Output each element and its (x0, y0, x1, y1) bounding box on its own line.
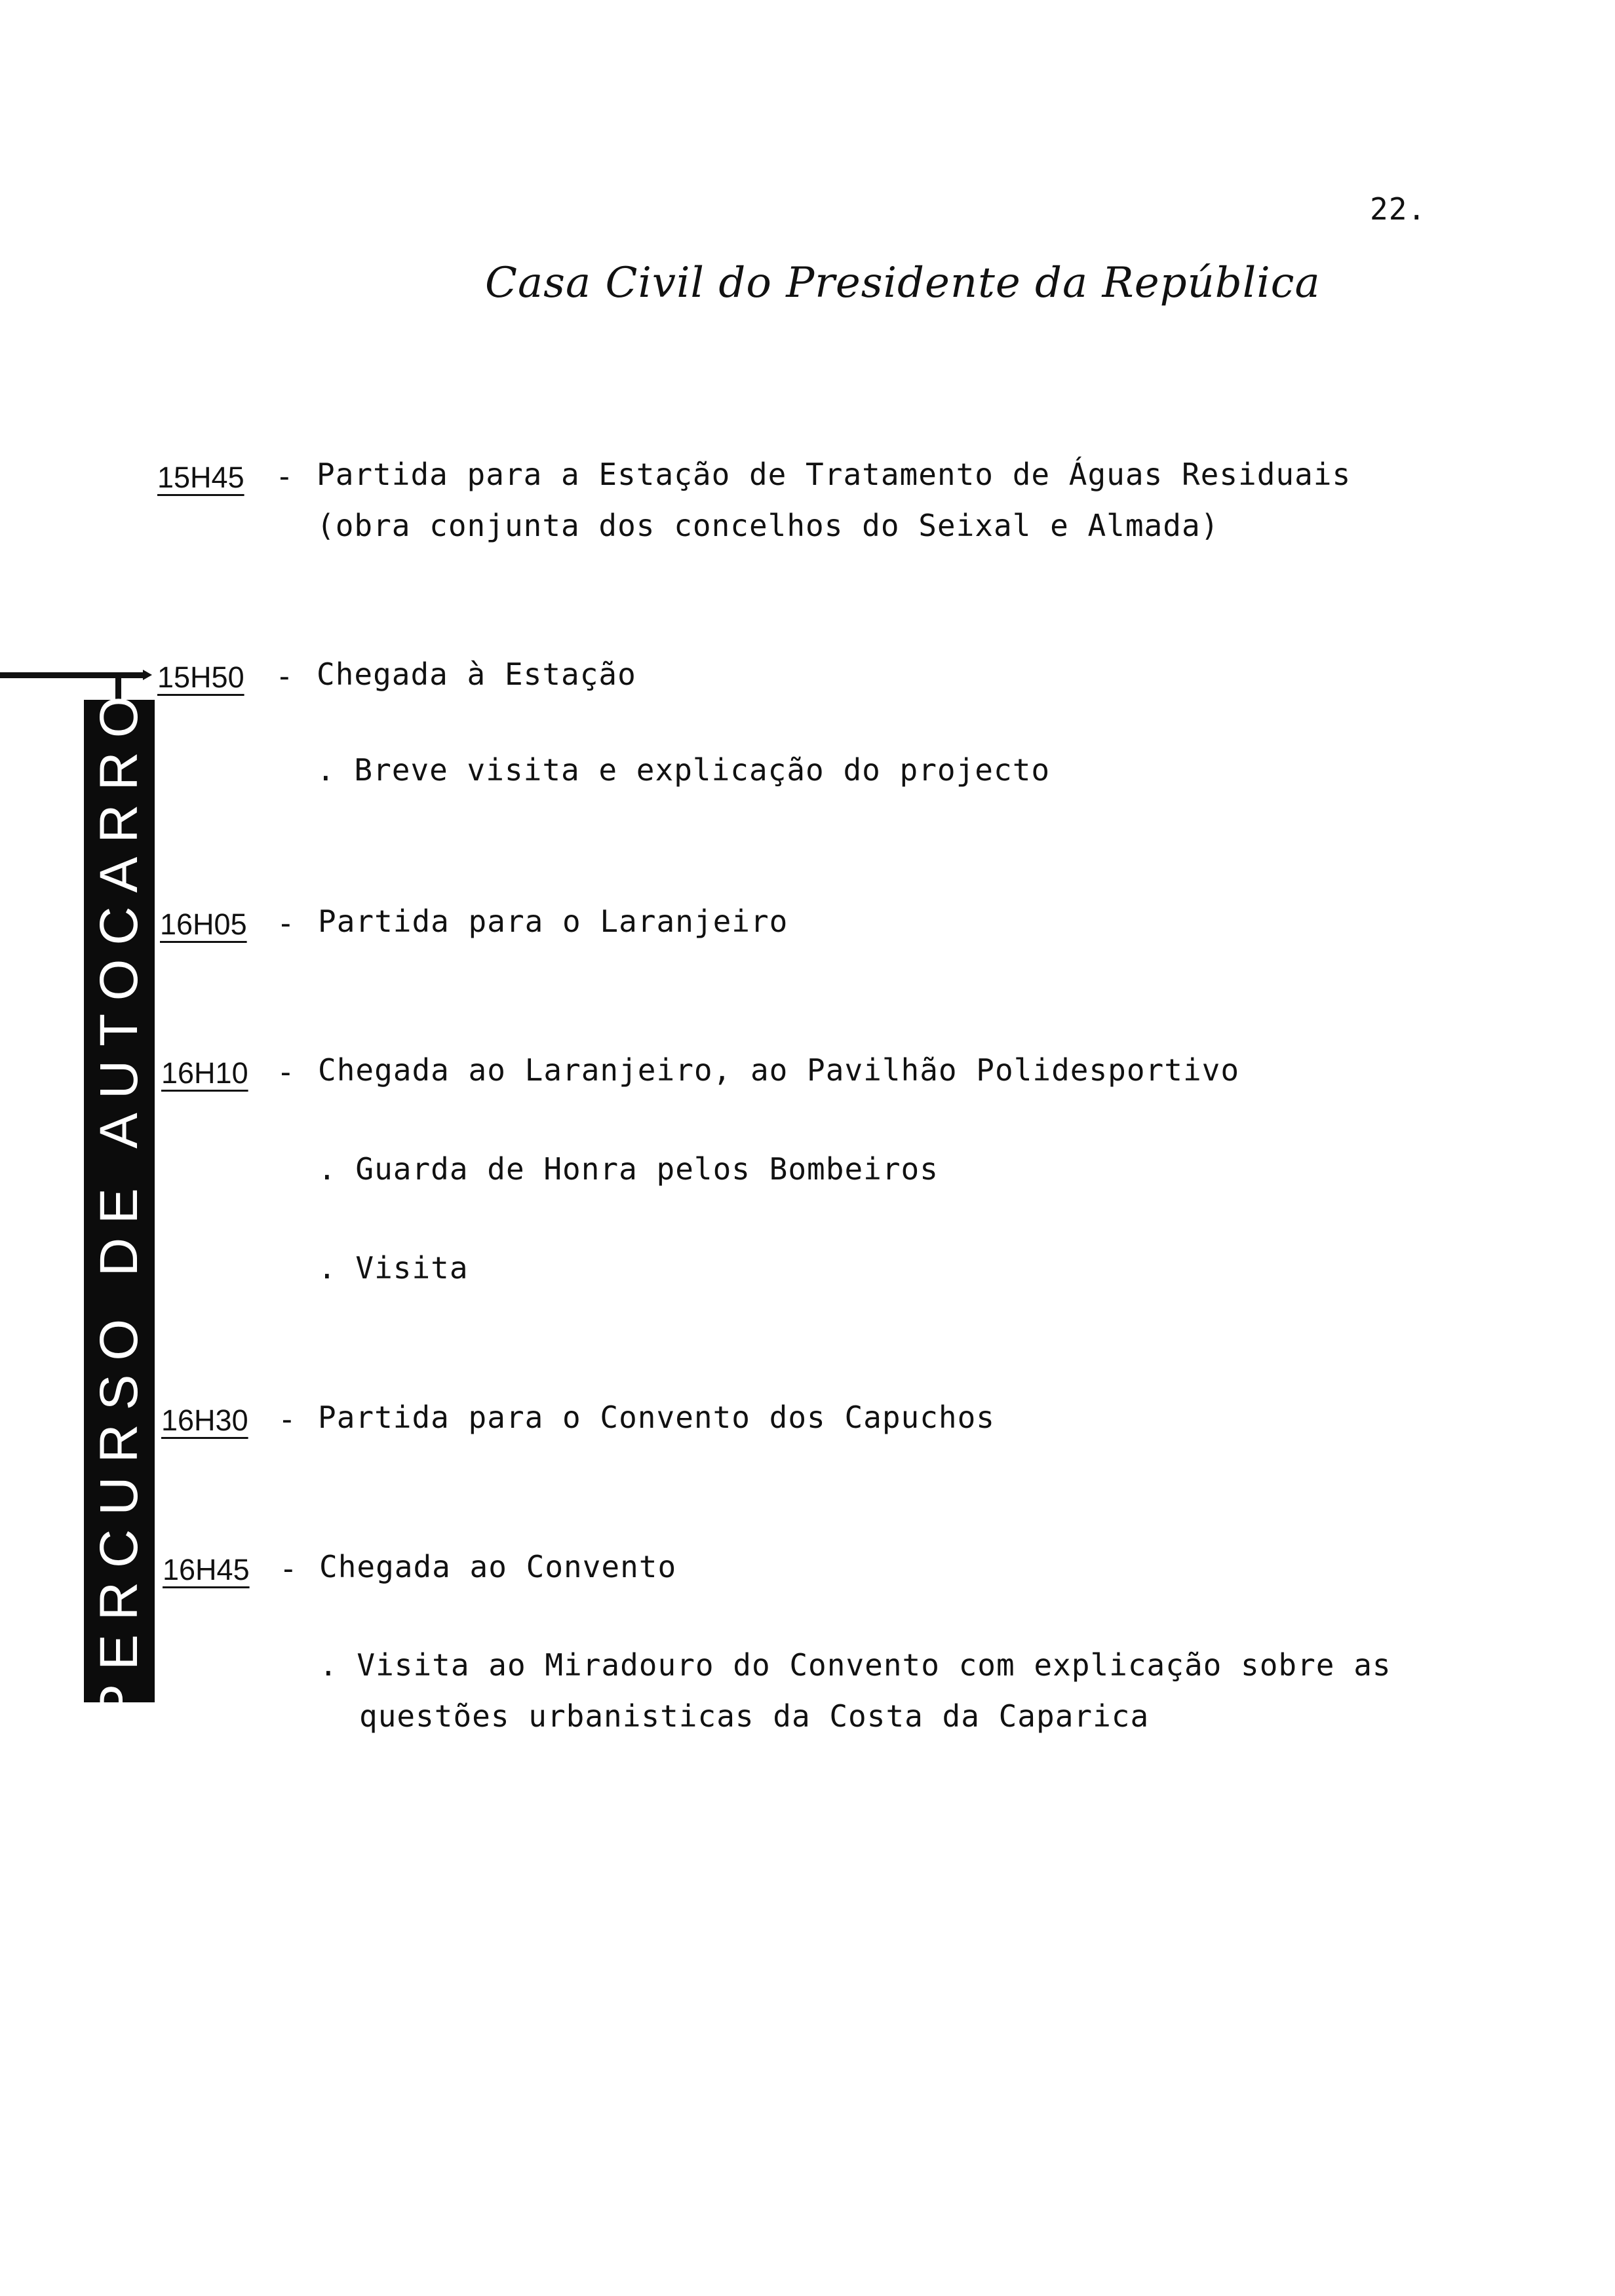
schedule-description: Partida para a Estação de Tratamento de Águas Residuais (317, 457, 1352, 492)
route-bar (84, 682, 155, 1720)
separator-dash: - (277, 1054, 296, 1090)
schedule-description: Chegada ao Convento (319, 1549, 677, 1584)
letterhead: Casa Civil do Presidente da República (485, 259, 1321, 307)
schedule-note: . Breve visita e explicação do projecto (317, 752, 1051, 788)
schedule-time: 16H05 (160, 908, 247, 941)
route-pointer-line (0, 672, 144, 678)
separator-dash: - (277, 906, 296, 941)
page-number: 22. (1370, 191, 1427, 227)
schedule-time: 15H45 (157, 461, 244, 494)
route-bar-label: PERCURSO DE AUTOCARRO (89, 682, 149, 1720)
schedule-description: Chegada à Estação (317, 657, 636, 692)
schedule-note: . Visita (318, 1250, 469, 1286)
route-pointer-arrow-icon (143, 670, 152, 680)
schedule-time: 16H30 (161, 1404, 248, 1437)
schedule-note: . Visita ao Miradouro do Convento com explicação sobre as (319, 1647, 1391, 1683)
schedule-note: . Guarda de Honra pelos Bombeiros (318, 1151, 939, 1187)
schedule-description: (obra conjunta dos concelhos do Seixal e Almada) (317, 508, 1220, 543)
separator-dash: - (278, 1402, 297, 1437)
schedule-time: 15H50 (157, 660, 244, 694)
separator-dash: - (275, 659, 294, 694)
schedule-time: 16H10 (161, 1056, 248, 1090)
schedule-note: questões urbanisticas da Costa da Caparica (359, 1698, 1150, 1734)
schedule-description: Partida para o Laranjeiro (318, 904, 788, 939)
schedule-description: Chegada ao Laranjeiro, ao Pavilhão Polidesportivo (318, 1052, 1240, 1088)
separator-dash: - (279, 1551, 298, 1586)
separator-dash: - (275, 459, 294, 494)
schedule-time: 16H45 (163, 1553, 250, 1586)
schedule-description: Partida para o Convento dos Capuchos (318, 1400, 995, 1435)
